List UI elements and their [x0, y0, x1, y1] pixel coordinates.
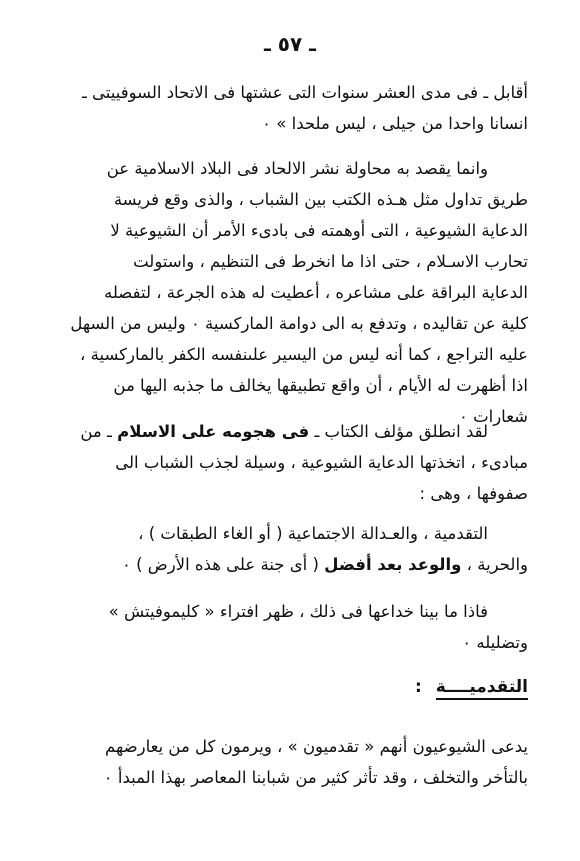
text-line: كلية عن تقاليده ، وتدفع به الى دوامة الماركسية ٠ وليس من السهل	[70, 314, 528, 333]
page-number: ـ ٥٧ ـ	[263, 32, 317, 56]
text-line	[22, 549, 528, 580]
text-run: لقد انطلق مؤلف الكتاب ـ	[309, 422, 488, 441]
text-line: الدعاية البراقة على مشاعره ، أعطيت له هذه الجرعة ، لتفصله	[104, 283, 528, 302]
text-line: صفوفها ، وهى :	[419, 484, 528, 503]
text-line: التقدمية ، والعـدالة الاجتماعية ( أو الغاء الطبقات ) ،	[138, 524, 488, 543]
text-line: شعارات ٠	[458, 407, 528, 426]
text-line: وتضليله ٠	[462, 633, 528, 652]
paragraph-continuation	[22, 77, 528, 139]
section-heading-colon: :	[414, 677, 422, 697]
text-run: والحرية ،	[461, 555, 528, 574]
text-line: الدعاية الشيوعية ، التى أوهمته فى بادىء الأمر أن الشيوعية لا	[110, 221, 528, 240]
paragraph-principles-list	[22, 518, 528, 580]
text-line: بالتأخر والتخلف ، وقد تأثر كثير من شبابنا المعاصر بهذا المبدأ ٠	[103, 768, 528, 787]
text-line: تحارب الاسـلام ، حتى اذا ما انخرط فى التنظيم ، واستولت	[133, 252, 528, 271]
paragraph-author-attack	[22, 416, 528, 509]
text-line: طريق تداول مثل هـذه الكتب بين الشباب ، والذى وقع فريسة	[113, 190, 528, 209]
bold-text-run: والوعد بعد أفضل	[324, 555, 462, 574]
paragraph-deception	[22, 596, 528, 658]
section-heading	[415, 677, 528, 697]
text-run: ( أى جنة على هذه الأرض ) ٠	[121, 555, 325, 574]
bold-text-run: فى هجومه على الاسلام	[117, 422, 310, 441]
text-line: مبادىء ، اتخذتها الدعاية الشيوعية ، وسيلة لجذب الشباب الى	[115, 453, 528, 472]
paragraph-atheism-spread	[22, 153, 528, 432]
text-line: يدعى الشيوعيون أنهم « تقدميون » ، ويرمون كل من يعارضهم	[105, 737, 528, 756]
text-line: عليه التراجع ، كما أنه ليس من اليسير علىنفسه الكفر بالماركسية ،	[80, 345, 528, 364]
text-run: ـ من	[80, 422, 118, 441]
paragraph-progressives	[22, 731, 528, 793]
text-line: وانما يقصد به محاولة نشر الالحاد فى البلاد الاسلامية عن	[106, 159, 488, 178]
text-line	[22, 416, 528, 447]
text-line: انسانا واحدا من جيلى ، ليس ملحدا » ٠	[262, 114, 528, 133]
text-line: اذا أظهرت له الأيام ، أن واقع تطبيقها يخالف ما جذبه اليها من	[113, 376, 528, 395]
section-heading-title: التقدميــــة	[436, 677, 528, 700]
text-line: أقابل ـ فى مدى العشر سنوات التى عشتها فى الاتحاد السوفييتى ـ	[81, 83, 528, 102]
text-line: فاذا ما بينا خداعها فى ذلك ، ظهر افتراء « كليموفيتش »	[108, 602, 488, 621]
